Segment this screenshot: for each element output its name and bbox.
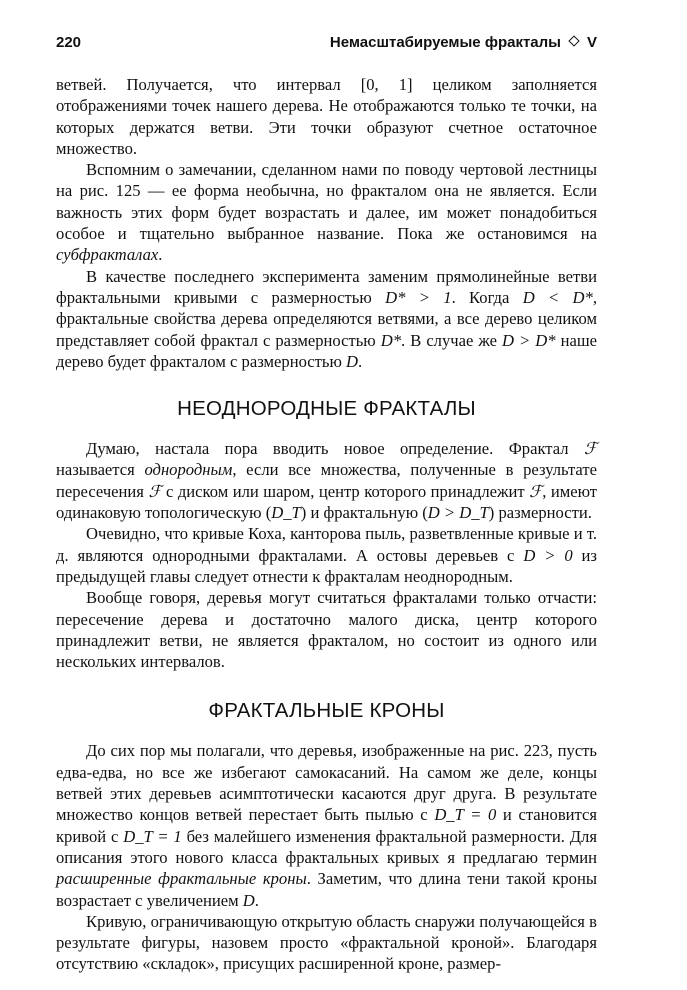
text-run: . В случае же xyxy=(401,330,503,350)
emphasized-term: субфракталах xyxy=(56,245,159,265)
book-page xyxy=(56,34,597,975)
paragraph: Кривую, ограничивающую открытую область снаружи получающейся в результате фигуры, назовем просто «фрактальной кроной». Благодаря отсутствию «складок», присущих расширенной кроне, размер- xyxy=(56,911,597,974)
running-title-group xyxy=(330,34,597,51)
text-run: с диском или шаром, центр которого принадлежит xyxy=(161,481,530,501)
math-expression: D_T xyxy=(271,503,301,523)
math-expression: D > D_T xyxy=(427,503,489,523)
text-run: До сих пор мы полагали, что деревья, изображенные на рис. 223, пусть едва-едва, но все же избегают самокасаний. На самом же деле, концы ветвей этих деревьев асимптотически касаются друг друга. В результате множество концов ветвей перестает быть пылью с xyxy=(56,741,597,825)
paragraph xyxy=(56,159,597,265)
text-run: , фрактальные свойства дерева определяются ветвями, а все дерево целиком представляет собой фрактал с размерностью xyxy=(56,287,597,350)
diamond-icon xyxy=(568,35,579,46)
math-expression: D > D* xyxy=(502,330,556,350)
emphasized-term: однородным xyxy=(144,460,233,480)
running-title: Немасштабируемые фракталы xyxy=(329,34,561,51)
paragraph xyxy=(56,740,597,910)
text-run: ) и фрактальную ( xyxy=(300,503,428,523)
text-run: Вспомним о замечании, сделанном нами по поводу чертовой лестницы на рис. 125 — ее форма необычна, но фракталом она не является. Если важность этих форм будет возрастать и далее, им может понадобиться особое и тщательно выбранное название. Пока же остановимся на xyxy=(56,160,597,244)
math-expression: ℱ xyxy=(148,481,162,501)
text-run: называется xyxy=(56,460,145,480)
math-expression: D* > 1 xyxy=(385,287,452,307)
math-expression: ℱ xyxy=(529,481,543,501)
math-expression: D_T = 0 xyxy=(434,805,497,825)
paragraph: ветвей. Получается, что интервал [0, 1] целиком заполняется отображениями точек нашего дерева. Не отображаются только те точки, на которых держатся ветви. Эти точки образуют счетное остаточное множество. xyxy=(56,75,597,158)
text-run: , если все множества, полученные в результате пересечения xyxy=(56,460,597,501)
body-text xyxy=(56,74,597,975)
text-run: . xyxy=(158,245,163,265)
page-number: 220 xyxy=(56,34,82,51)
math-expression: D* xyxy=(380,330,402,350)
math-expression: D_T = 1 xyxy=(123,826,182,846)
text-run: Очевидно, что кривые Коха, канторова пыль, разветвленные кривые и т. д. являются однородными фракталами. А остовы деревьев с xyxy=(56,524,597,565)
math-expression: D < D* xyxy=(522,287,593,307)
section-heading: ФРАКТАЛЬНЫЕ КРОНЫ xyxy=(208,699,445,723)
math-expression: D xyxy=(346,351,359,371)
text-run: . Когда xyxy=(451,287,523,307)
section-heading: НЕОДНОРОДНЫЕ ФРАКТАЛЫ xyxy=(177,397,476,421)
text-run: из предыдущей главы следует отнести к фракталам неоднородным. xyxy=(56,545,597,586)
paragraph xyxy=(56,523,597,587)
text-run: . xyxy=(254,890,259,910)
text-run: В качестве последнего эксперимента заменим прямолинейные ветви фрактальными кривыми с размерностью xyxy=(56,266,597,307)
text-run: . xyxy=(358,351,363,371)
paragraph: Вообще говоря, деревья могут считаться фракталами только отчасти: пересечение дерева и достаточно малого диска, центр которого принадлежит ветви, не является фракталом, но состоит из одного или нескольких интервалов. xyxy=(56,588,597,672)
text-run: ) размерности. xyxy=(488,503,592,523)
chapter-number: V xyxy=(586,34,597,51)
math-expression: D > 0 xyxy=(523,545,573,565)
text-run: . Заметим, что длина тени такой кроны возрастает с увеличением xyxy=(56,869,597,910)
paragraph xyxy=(56,266,597,372)
text-run: , имеют одинаковую топологическую ( xyxy=(56,481,598,523)
text-run: наше дерево будет фракталом с размерностью xyxy=(56,330,598,371)
text-run: и становится кривой с xyxy=(56,805,597,846)
running-header xyxy=(56,34,597,54)
text-run: без малейшего изменения фрактальной размерности. Для описания этого нового класса фрактальных кривых я предлагаю термин xyxy=(56,826,597,867)
math-expression: D xyxy=(242,890,255,910)
text-run: Думаю, настала пора вводить новое определение. Фрактал xyxy=(86,439,584,459)
math-expression: ℱ xyxy=(583,439,597,459)
emphasized-term: расширенные фрактальные кроны xyxy=(56,869,307,889)
paragraph xyxy=(56,438,597,523)
